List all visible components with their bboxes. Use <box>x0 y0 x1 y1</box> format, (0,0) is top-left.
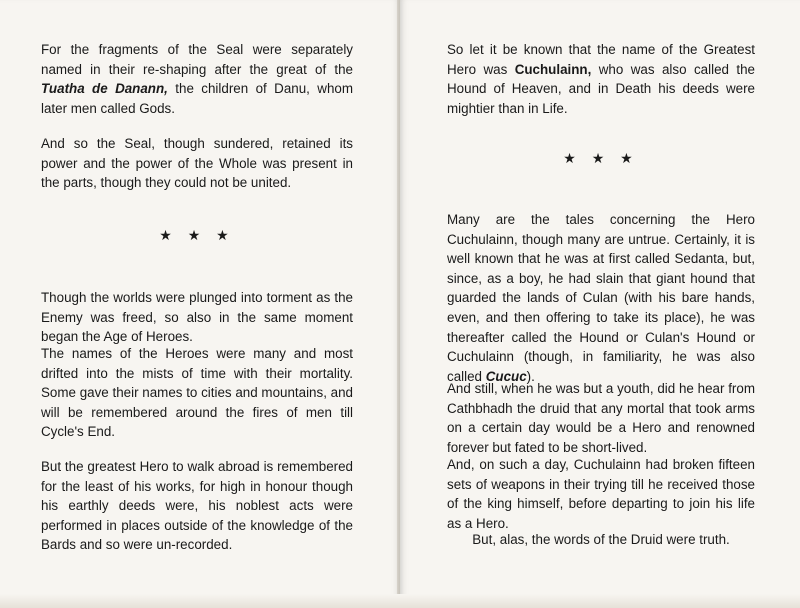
right-section-divider-stars: ★ ★ ★ <box>563 150 639 166</box>
right-paragraph-2 <box>447 210 755 386</box>
tuatha-de-danann-emphasis: Tuatha de Danann, <box>41 81 168 97</box>
right-p1-text-after: who was also called the Hound of Heaven, and in Death his deeds were mightier than in Life. <box>447 61 756 116</box>
left-paragraph-1 <box>41 40 353 118</box>
right-paragraph-1 <box>447 40 755 118</box>
right-paragraph-5: But, alas, the words of the Druid were truth. <box>472 532 730 547</box>
right-p2-text-after: ). <box>526 368 535 384</box>
cucuc-emphasis: Cucuc <box>485 368 527 384</box>
right-page <box>400 0 800 608</box>
right-paragraph-3: And still, when he was but a youth, did he hear from Cathbhadh the druid that any mortal that took arms on a certain day would be a Hero and renowned forever but fated to be short-lived. <box>447 381 755 455</box>
left-paragraph-2: And so the Seal, though sundered, retained its power and the power of the Whole was present in the parts, though they could not be united. <box>41 136 353 191</box>
left-paragraph-3: Though the worlds were plunged into torment as the Enemy was freed, so also in the same moment began the Age of Heroes. <box>41 290 353 345</box>
page-bottom-edge <box>0 594 800 608</box>
right-p1-text-before: So let it be known that the name of the Greatest Hero was <box>447 42 755 77</box>
left-paragraph-4: The names of the Heroes were many and most drifted into the mists of time with their mortality. Some gave their names to cities and mountains, and will be remembered around the fires of men till Cycle's End. <box>41 346 353 440</box>
right-p2-text-before: Many are the tales concerning the Hero Cuchulainn, though many are untrue. Certainly, it is well known that he was at first called Sedanta, but, since, as a boy, he had slain that giant hound that guarded the lands of Culan (with his bare hands, even, and then offering to take its place), he was thereafter called the Hound or Culan's Hound or Cuchulainn (though, in familiarity, he was also called <box>447 212 755 384</box>
left-section-divider-stars: ★ ★ ★ <box>159 227 235 243</box>
left-p1-text-after: the children of Danu, whom later men called Gods. <box>41 81 353 116</box>
right-paragraph-4: And, on such a day, Cuchulainn had broken fifteen sets of weapons in their trying till he received those of the king himself, before departing to join his life as a Hero. <box>447 457 755 531</box>
left-paragraph-5: But the greatest Hero to walk abroad is remembered for the least of his works, for high in honour though his earthly deeds were, his noblest acts were performed in places outside of the knowledge of the Bards and so were un-recorded. <box>41 459 353 553</box>
left-p1-text-before: For the fragments of the Seal were separately named in their re-shaping after the great of the <box>41 42 353 77</box>
cuchulainn-emphasis: Cuchulainn, <box>514 61 592 77</box>
